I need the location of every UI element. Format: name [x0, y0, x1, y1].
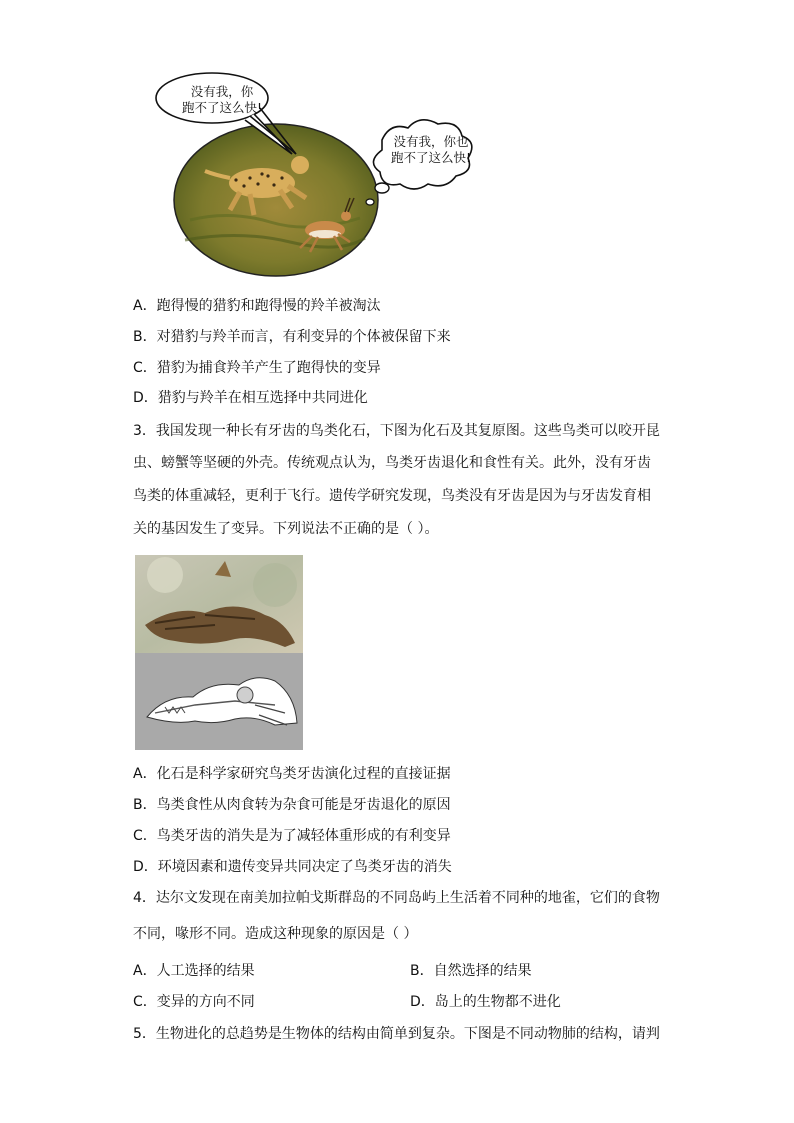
q4-stem-line: 4．达尔文发现在南美加拉帕戈斯群岛的不同岛屿上生活着不同种的地雀，它们的食物 — [133, 890, 660, 906]
q4-option-b: B．自然选择的结果 — [410, 963, 532, 979]
bubble-line: 没有我，你 — [190, 84, 254, 99]
q2-option-c: C．猎豹为捕食羚羊产生了跑得快的变异 — [133, 360, 381, 376]
q3-stem-line: 关的基因发生了变异。下列说法不正确的是（ ）。 — [133, 521, 439, 537]
q2-option-a: A．跑得慢的猎豹和跑得慢的羚羊被淘汰 — [133, 298, 381, 314]
q4-option-c: C．变异的方向不同 — [133, 994, 255, 1010]
q4-stem-line: 不同，喙形不同。造成这种现象的原因是（ ） — [133, 926, 418, 942]
q3-option-b: B．鸟类食性从肉食转为杂食可能是牙齿退化的原因 — [133, 797, 451, 813]
q3-option-c: C．鸟类牙齿的消失是为了减轻体重形成的有利变异 — [133, 828, 451, 844]
q3-stem-line: 虫、螃蟹等坚硬的外壳。传统观点认为，鸟类牙齿退化和食性有关。此外，没有牙齿 — [133, 455, 651, 471]
q3-stem-line: 3．我国发现一种长有牙齿的鸟类化石，下图为化石及其复原图。这些鸟类可以咬开昆 — [133, 423, 660, 439]
bubble-line: 跑不了这么快! — [181, 100, 262, 115]
q2-option-b: B．对猎豹与羚羊而言，有利变异的个体被保留下来 — [133, 329, 451, 345]
cheetah-speech — [163, 84, 281, 116]
q3-option-d: D．环境因素和遗传变异共同决定了鸟类牙齿的消失 — [133, 859, 452, 875]
bubble-line: 跑不了这么快! — [390, 150, 471, 165]
bubble-line: 没有我，你也 — [393, 134, 469, 149]
q5-stem-line: 5．生物进化的总趋势是生物体的结构由简单到复杂。下图是不同动物肺的结构，请判 — [133, 1026, 660, 1042]
q3-option-a: A．化石是科学家研究鸟类牙齿演化过程的直接证据 — [133, 766, 451, 782]
bird-fossil-figure — [135, 555, 303, 750]
antelope-thought — [381, 134, 481, 166]
q4-option-d: D．岛上的生物都不进化 — [410, 994, 561, 1010]
q2-option-d: D．猎豹与羚羊在相互选择中共同进化 — [133, 390, 368, 406]
q4-option-a: A．人工选择的结果 — [133, 963, 255, 979]
q3-stem-line: 鸟类的体重减轻，更利于飞行。遗传学研究发现，鸟类没有牙齿是因为与牙齿发育相 — [133, 488, 651, 504]
